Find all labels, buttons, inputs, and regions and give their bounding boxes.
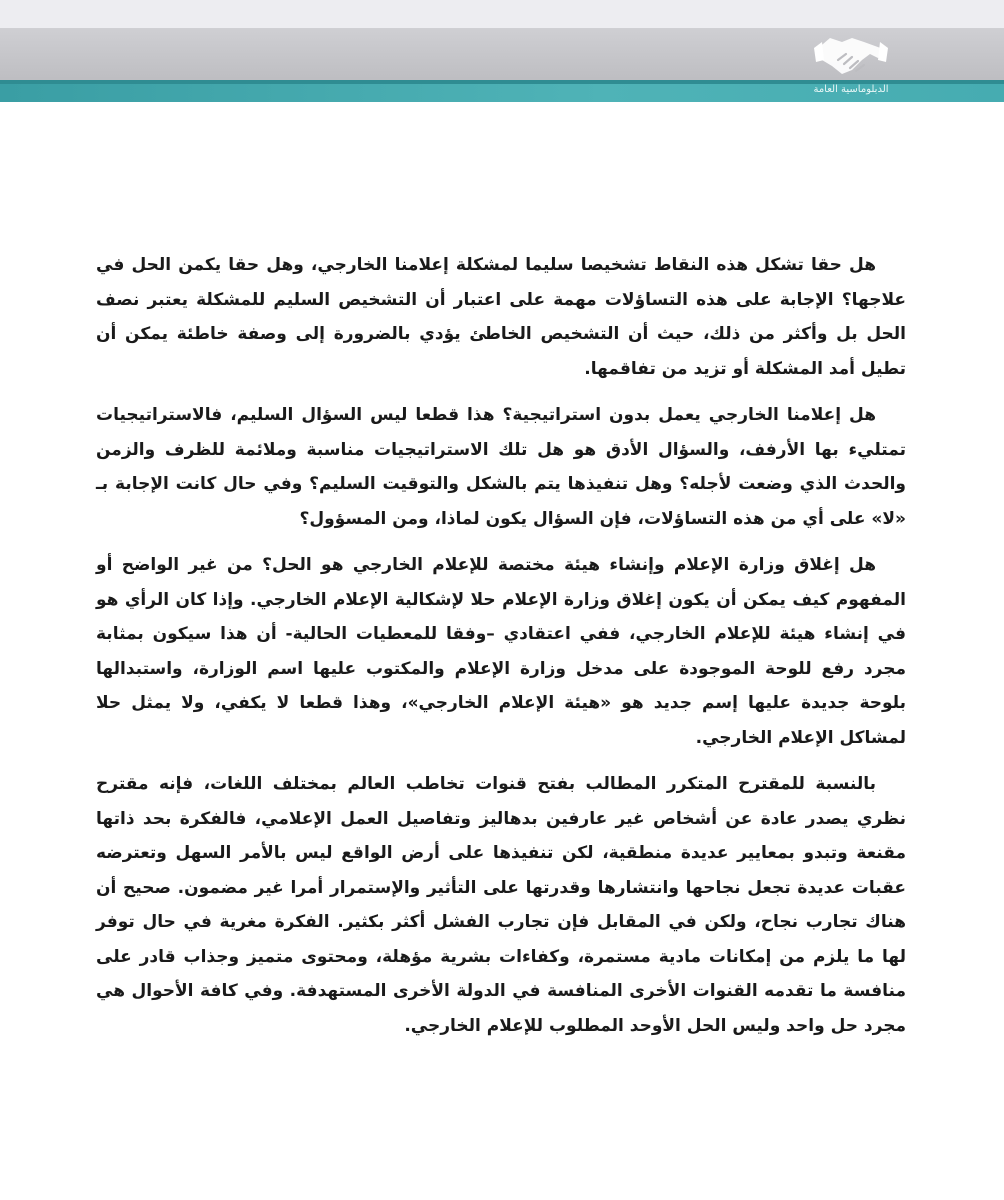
handshake-icon <box>806 30 896 82</box>
article-body <box>96 248 906 1055</box>
paragraph-4: بالنسبة للمقترح المتكرر المطالب بفتح قنوات تخاطب العالم بمختلف اللغات، فإنه مقترح نظري يصدر عادة عن أشخاص غير عارفين بدهاليز وتفاصيل العمل الإعلامي، فالفكرة بحد ذاتها مقنعة وتبدو بمعايير عديدة منطقية، لكن تنفيذها على أرض الواقع ليس بالأمر السهل وتعترضه عقبات عديدة تجعل نجاحها وانتشارها وقدرتها على التأثير والإستمرار أمرا غير مضمون. صحيح أن هناك تجارب نجاح، ولكن في المقابل فإن تجارب الفشل أكثر بكثير. الفكرة مغرية في حال توفر لها ما يلزم من إمكانات مادية مستمرة، وكفاءات بشرية مؤهلة، ومحتوى متميز وجذاب قادر على منافسة ما تقدمه القنوات الأخرى المنافسة في الدولة الأخرى المستهدفة. وفي كافة الأحوال هي مجرد حل واحد وليس الحل الأوحد المطلوب للإعلام الخارجي. <box>96 774 906 1036</box>
logo-text: الدبلوماسية العامة <box>813 84 889 95</box>
paragraph-2: هل إعلامنا الخارجي يعمل بدون استراتيجية؟ هذا قطعا ليس السؤال السليم، فالاستراتيجيات تمتليء بها الأرفف، والسؤال الأدق هو هل تلك الاستراتيجيات مناسبة وملائمة للظرف والزمن والحدث الذي وضعت لأجله؟ وهل تنفيذها يتم بالشكل والتوقيت السليم؟ وفي حال كانت الإجابة بـ «لا» على أي من هذه التساؤلات، فإن السؤال يكون لماذا، ومن المسؤول؟ <box>96 405 906 529</box>
paragraph-1: هل حقا تشكل هذه النقاط تشخيصا سليما لمشكلة إعلامنا الخارجي، وهل حقا يكمن الحل في علاجها؟ الإجابة على هذه التساؤلات مهمة على اعتبار أن التشخيص السليم للمشكلة يعتبر نصف الحل بل وأكثر من ذلك، حيث أن التشخيص الخاطئ يؤدي بالضرورة إلى وصفة خاطئة يمكن أن تطيل أمد المشكلة أو تزيد من تفاقمها. <box>96 255 906 379</box>
header-top-band <box>0 0 1004 28</box>
public-diplomacy-logo <box>806 30 896 110</box>
paragraph-3: هل إغلاق وزارة الإعلام وإنشاء هيئة مختصة للإعلام الخارجي هو الحل؟ من غير الواضح أو المفهوم كيف يمكن أن يكون إغلاق وزارة الإعلام حلا لإشكالية الإعلام الخارجي. وإذا كان الرأي هو في إنشاء هيئة للإعلام الخارجي، ففي اعتقادي –وفقا للمعطيات الحالية- أن هذا سيكون بمثابة مجرد رفع للوحة الموجودة على مدخل وزارة الإعلام والمكتوب عليها اسم الوزارة، واستبدالها بلوحة جديدة عليها إسم جديد هو «هيئة الإعلام الخارجي»، وهذا قطعا لا يكفي، ولا يمثل حلا لمشاكل الإعلام الخارجي. <box>96 555 906 748</box>
page-header <box>0 0 1004 115</box>
